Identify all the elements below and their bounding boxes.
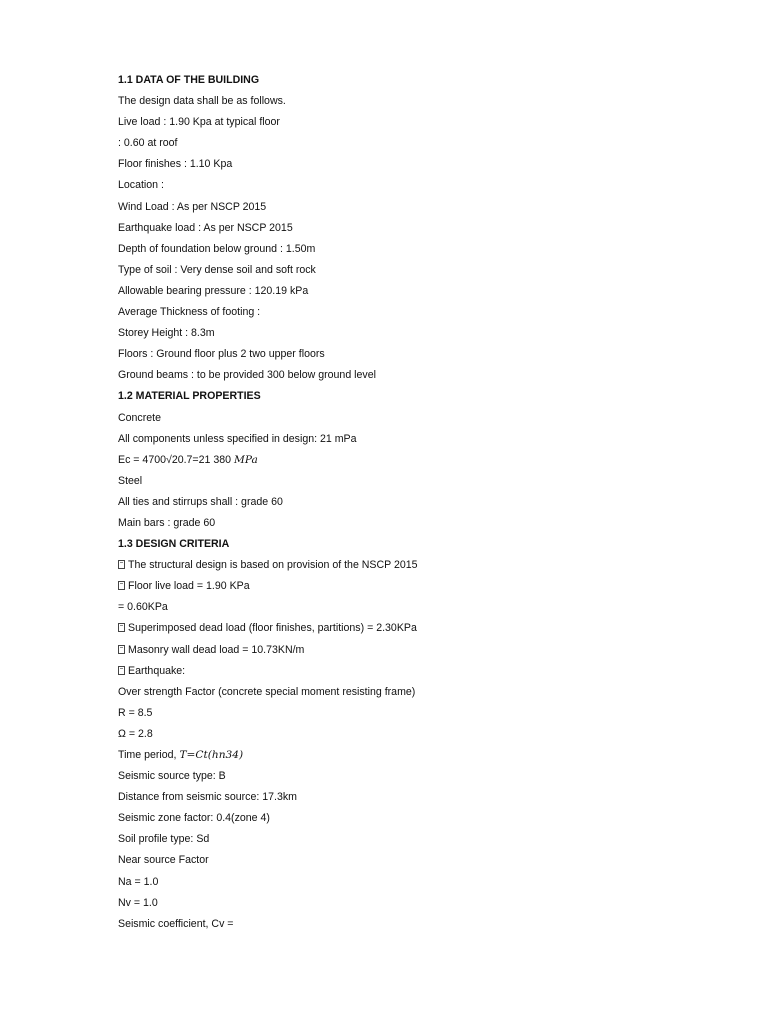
text-line-soil-profile: Soil profile type: Sd — [118, 833, 210, 846]
text-line-concrete: Concrete — [118, 411, 161, 424]
text-line-r-value: R = 8.5 — [118, 706, 153, 719]
text-line-over-strength: Over strength Factor (concrete special moment resisting frame) — [118, 685, 416, 698]
text-line-ec — [118, 450, 738, 471]
text-line-roof-live-load: = 0.60KPa — [118, 601, 168, 614]
text-line-bearing-pressure: Allowable bearing pressure : 120.19 kPa — [118, 284, 309, 297]
section-heading-building-data: 1.1 DATA OF THE BUILDING — [118, 74, 260, 86]
text-line-storey-height: Storey Height : 8.3m — [118, 327, 215, 340]
text-line-intro: The design data shall be as follows. — [118, 95, 286, 108]
text-line-omega: Ω = 2.8 — [118, 727, 153, 740]
text-line-live-load-roof: : 0.60 at roof — [118, 137, 178, 150]
missing-glyph-bullet-icon — [118, 645, 125, 654]
text-line-time-period — [118, 745, 738, 766]
text-line-main-bars: Main bars : grade 60 — [118, 516, 216, 529]
list-item-superimposed-dead-load: Superimposed dead load (floor finishes, partitions) = 2.30KPa — [118, 618, 738, 639]
missing-glyph-bullet-icon — [118, 623, 125, 632]
ec-equation: Ec = 4700√20.7=21 380 — [118, 453, 234, 466]
text-line-zone-factor: Seismic zone factor: 0.4(zone 4) — [118, 812, 270, 825]
text-line-na: Na = 1.0 — [118, 875, 159, 888]
text-line-floor-finishes: Floor finishes : 1.10 Kpa — [118, 158, 233, 171]
time-period-formula: T=Ct(hn34) — [179, 749, 244, 761]
section-heading-design-criteria: 1.3 DESIGN CRITERIA — [118, 538, 230, 551]
document-body — [118, 70, 738, 935]
text-line-ground-beams: Ground beams : to be provided 300 below ground level — [118, 369, 376, 382]
list-item-earthquake: Earthquake: — [118, 661, 738, 682]
text-line-location: Location : — [118, 179, 164, 192]
text-line-footing-thickness: Average Thickness of footing : — [118, 306, 261, 319]
text-line-steel: Steel — [118, 474, 143, 487]
missing-glyph-bullet-icon — [118, 560, 125, 569]
text-line-components: All components unless specified in design: 21 mPa — [118, 432, 357, 445]
text-line-foundation-depth: Depth of foundation below ground : 1.50m — [118, 242, 316, 255]
list-item-floor-live-load: Floor live load = 1.90 KPa — [118, 576, 738, 597]
time-period-label: Time period, — [118, 749, 180, 761]
text-line-live-load-typical: Live load : 1.90 Kpa at typical floor — [118, 116, 280, 129]
text-line-soil-type: Type of soil : Very dense soil and soft rock — [118, 263, 316, 276]
missing-glyph-bullet-icon — [118, 581, 125, 590]
text-line-near-source: Near source Factor — [118, 854, 209, 867]
missing-glyph-bullet-icon — [118, 666, 125, 675]
text-line-distance: Distance from seismic source: 17.3km — [118, 791, 297, 804]
ec-unit: MPa — [233, 453, 258, 466]
text-line-source-type: Seismic source type: B — [118, 770, 226, 783]
list-item-masonry-dead-load: Masonry wall dead load = 10.73KN/m — [118, 640, 738, 661]
text-line-floors: Floors : Ground floor plus 2 two upper floors — [118, 348, 325, 361]
section-heading-material-properties: 1.2 MATERIAL PROPERTIES — [118, 390, 261, 403]
text-line-ties: All ties and stirrups shall : grade 60 — [118, 495, 283, 508]
list-item-structural-design: The structural design is based on provision of the NSCP 2015 — [118, 555, 738, 576]
text-line-cv: Seismic coefficient, Cv = — [118, 917, 234, 930]
text-line-wind-load: Wind Load : As per NSCP 2015 — [118, 200, 267, 213]
text-line-nv: Nv = 1.0 — [118, 896, 158, 909]
text-line-earthquake-load: Earthquake load : As per NSCP 2015 — [118, 221, 293, 234]
